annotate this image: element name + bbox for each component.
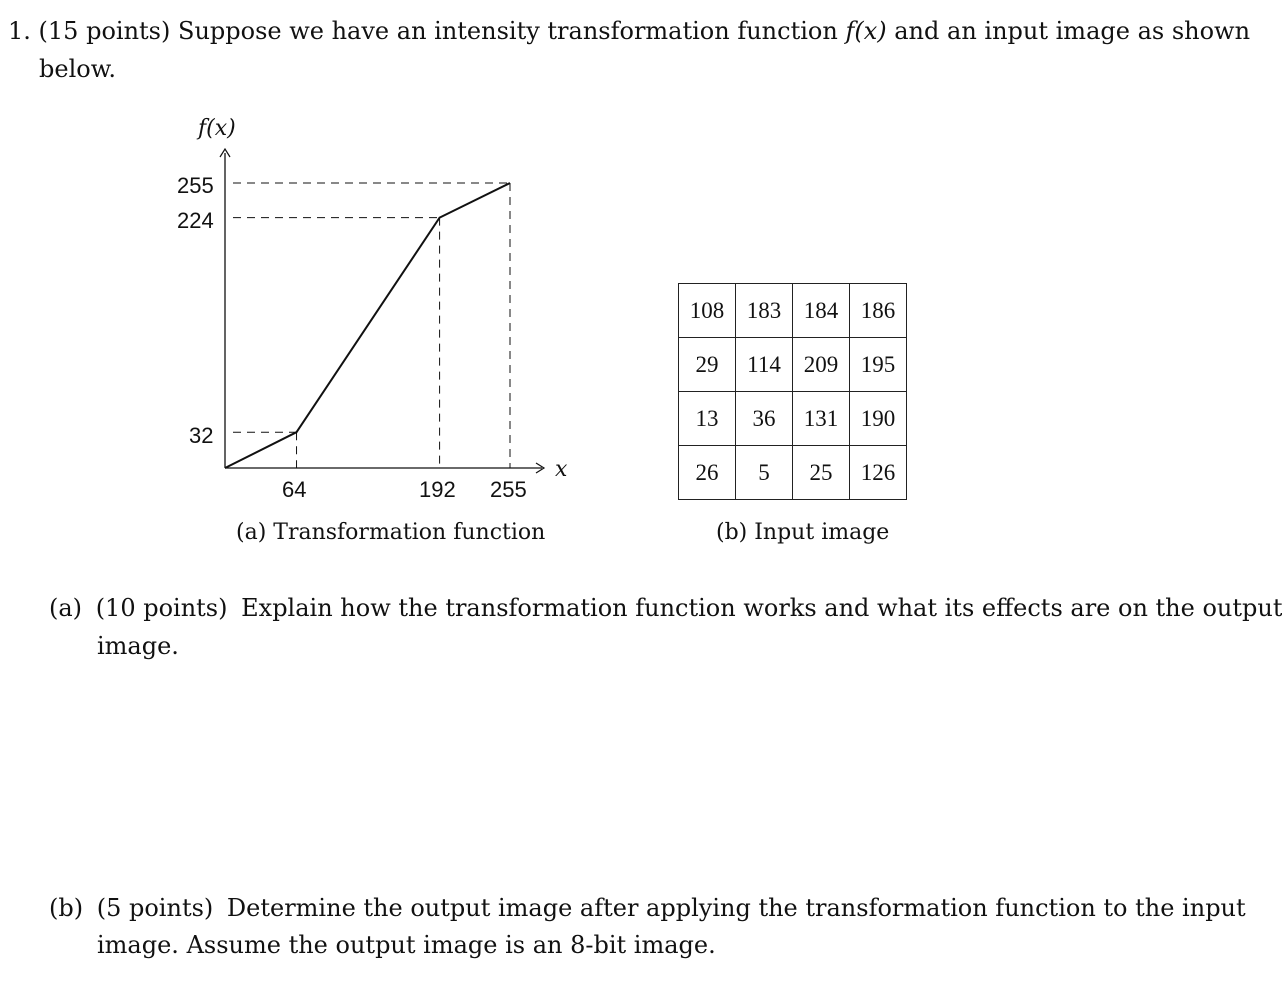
grid-cell: 131 (793, 392, 850, 446)
part-b-text-line2: image. Assume the output image is an 8-bit image. (97, 931, 716, 959)
grid-cell: 209 (793, 338, 850, 392)
grid-cell: 190 (850, 392, 907, 446)
grid-cell: 29 (679, 338, 736, 392)
part-a-points: (10 points) (95, 594, 228, 622)
dashed-guides (233, 183, 510, 468)
problem-fx: f(x) (845, 17, 887, 45)
grid-cell: 186 (850, 284, 907, 338)
transformation-function-chart (160, 105, 590, 515)
part-a-label: (a) (49, 594, 83, 622)
grid-cell: 26 (679, 446, 736, 500)
y-tick-label-255: 255 (177, 173, 214, 198)
problem-statement (8, 17, 1251, 45)
grid-row (679, 392, 907, 446)
transformation-curve (225, 183, 510, 468)
grid-cell: 114 (736, 338, 793, 392)
y-tick-label-224: 224 (177, 208, 214, 233)
part-a-text: Explain how the transformation function works and what its effects are on the output (241, 594, 1282, 622)
x-tick-label-64: 64 (282, 477, 307, 502)
problem-number: 1. (8, 17, 31, 45)
y-axis-label: f(x) (198, 116, 236, 141)
x-axis-label: x (555, 457, 568, 482)
x-tick-label-255: 255 (490, 477, 527, 502)
part-b-text: Determine the output image after applying the transformation function to the input (226, 894, 1246, 922)
part-b-question (49, 894, 1246, 922)
x-tick-label-192: 192 (419, 477, 456, 502)
grid-row (679, 338, 907, 392)
grid-row (679, 284, 907, 338)
problem-text-end: and an input image as shown (894, 17, 1251, 45)
grid-cell: 25 (793, 446, 850, 500)
problem-points: (15 points) (38, 17, 171, 45)
grid-cell: 184 (793, 284, 850, 338)
figure-a-caption: (a) Transformation function (236, 520, 546, 545)
grid-cell: 13 (679, 392, 736, 446)
problem-text-line2: below. (39, 55, 117, 83)
figure-b-caption: (b) Input image (716, 520, 890, 545)
grid-cell: 183 (736, 284, 793, 338)
part-a-text-line2: image. (97, 632, 179, 660)
part-b-points: (5 points) (96, 894, 214, 922)
grid-cell: 108 (679, 284, 736, 338)
y-tick-label-32: 32 (189, 423, 214, 448)
part-b-label: (b) (49, 894, 84, 922)
grid-row (679, 446, 907, 500)
grid-cell: 195 (850, 338, 907, 392)
problem-text: Suppose we have an intensity transformation function (178, 17, 838, 45)
grid-cell: 5 (736, 446, 793, 500)
grid-cell: 126 (850, 446, 907, 500)
input-image-table (678, 283, 907, 500)
part-a-question (49, 594, 1282, 622)
grid-cell: 36 (736, 392, 793, 446)
